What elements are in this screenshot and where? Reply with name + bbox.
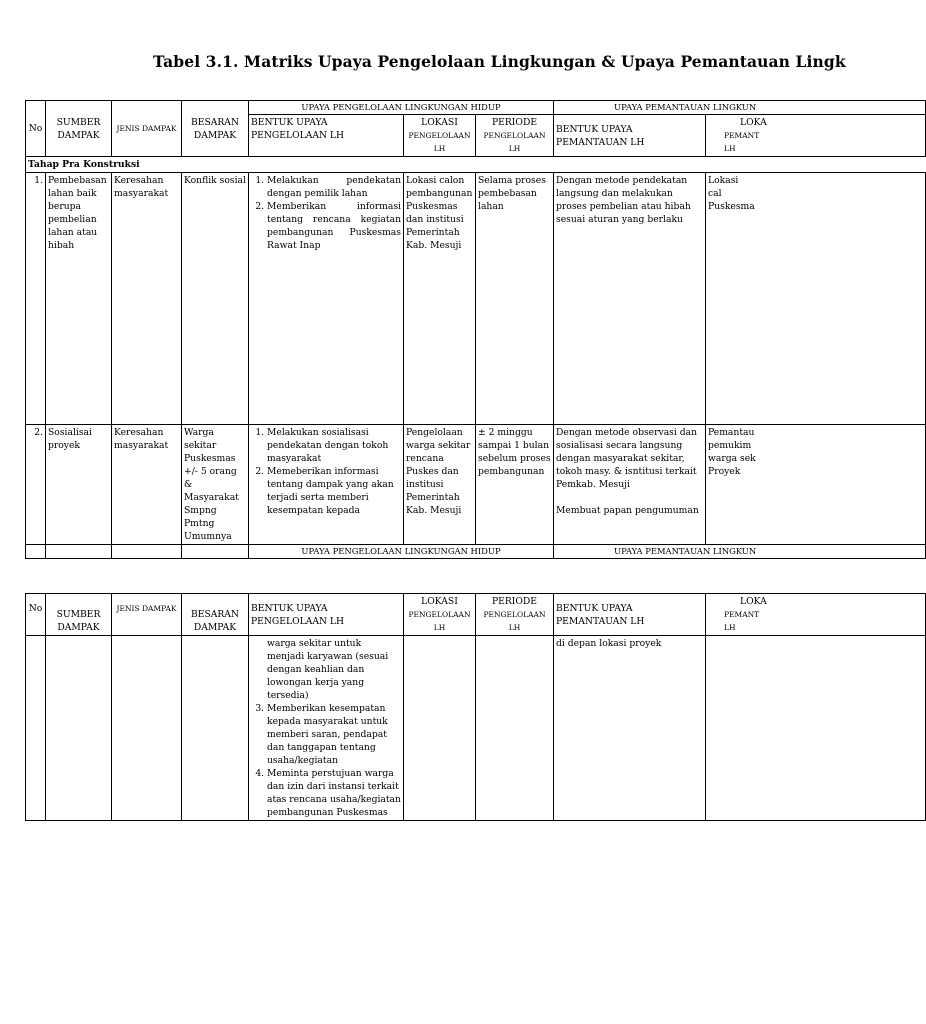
footer-blank (26, 545, 46, 559)
footer-upaya-pemantauan: UPAYA PEMANTAUAN LINGKUN (554, 545, 926, 559)
footer-blank (182, 545, 249, 559)
matrix-table-1 (25, 100, 768, 559)
cell-blank (46, 636, 112, 821)
cell-blank (404, 636, 476, 821)
cell-blank (26, 636, 46, 821)
header-lokasi-sub: PENGELOLAAN LH (408, 131, 471, 153)
matrix-table-2 (25, 593, 768, 821)
list-item: 4. Meminta perstujuan warga dan izin dari instansi terkait atas rencana usaha/kegiatan pembangunan Puskesmas (267, 767, 401, 819)
header-lokasi-pemantauan-sub: PEMANT LH (724, 131, 760, 153)
list-item: 2. Memberikan informasi tentang rencana kegiatan pembangunan Puskesmas Rawat Inap (267, 200, 401, 252)
row-pemantauan-text: Dengan metode observasi dan sosialisasi secara langsung dengan masyarakat sekitar, tokoh masy. & isntitusi terkait Pemkab. Mesuji (556, 427, 698, 490)
row-jenis: Keresahan masyarakat (112, 425, 182, 545)
row-lokasi: Pengelolaan warga sekitar rencana Puskes dan institusi Pemerintah Kab. Mesuji (404, 425, 476, 545)
header-jenis-dampak: JENIS DAMPAK (112, 101, 182, 157)
header-bentuk-pemantauan: BENTUK UPAYA PEMANTAUAN LH (554, 594, 706, 636)
header-bentuk-pemantauan: BENTUK UPAYA PEMANTAUAN LH (554, 115, 706, 157)
header-periode-title: PERIODE (491, 596, 538, 607)
header-periode (476, 115, 554, 157)
table-row (26, 425, 926, 545)
row-bentuk (249, 636, 404, 821)
header-lokasi-sub: PENGELOLAAN LH (408, 610, 471, 632)
row-pemantauan-note: Membuat papan pengumuman (556, 505, 699, 516)
table-row (26, 173, 926, 425)
header-lokasi (404, 115, 476, 157)
row-pemantauan (554, 425, 706, 545)
list-item: 3. Memberikan kesempatan kepada masyarakat untuk memberi saran, pendapat dan tanggapan tentang usaha/kegiatan (267, 702, 401, 767)
cell-blank (476, 636, 554, 821)
row-pemantauan: Dengan metode pendekatan langsung dan melakukan proses pembelian atau hibah sesuai aturan yang berlaku (554, 173, 706, 425)
header-lokasi-pemantauan-sub: PEMANT LH (724, 610, 760, 632)
header-lokasi-title: LOKASI (421, 117, 458, 128)
header-lokasi (404, 594, 476, 636)
list-item: 1. Melakukan pendekatan dengan pemilik lahan (267, 174, 401, 200)
header-sumber-dampak: SUMBER DAMPAK (46, 101, 112, 157)
row-besaran: Warga sekitar Puskesmas +/- 5 orang & Masyarakat Smpng Pmtng Umumnya (182, 425, 249, 545)
header-upaya-pengelolaan: UPAYA PENGELOLAAN LINGKUNGAN HIDUP (249, 101, 554, 115)
header-periode-title: PERIODE (491, 117, 538, 128)
header-bentuk-pengelolaan: BENTUK UPAYA PENGELOLAAN LH (249, 115, 404, 157)
header-besaran-dampak: BESARAN DAMPAK (182, 101, 249, 157)
cell-blank (182, 636, 249, 821)
row-lokasi-pemantauan-text: Pemantau pemukim warga sek Proyek (708, 427, 756, 477)
footer-blank (112, 545, 182, 559)
header-periode-sub: PENGELOLAAN LH (483, 610, 546, 632)
header-lokasi-pemantauan (706, 594, 926, 636)
row-jenis: Keresahan masyarakat (112, 173, 182, 425)
cell-blank (706, 636, 926, 821)
section-label: Tahap Pra Konstruksi (26, 157, 926, 173)
header-lokasi-pemantauan-title: LOKA (740, 596, 767, 607)
header-jenis-dampak: JENIS DAMPAK (112, 594, 182, 636)
row-bentuk (249, 173, 404, 425)
row-besaran: Konflik sosial (182, 173, 249, 425)
row-lokasi: Lokasi calon pembangunan Puskesmas dan institusi Pemerintah Kab. Mesuji (404, 173, 476, 425)
document-title: Tabel 3.1. Matriks Upaya Pengelolaan Lingkungan & Upaya Pemantauan Lingk (153, 52, 846, 71)
cell-blank (112, 636, 182, 821)
header-lokasi-pemantauan-title: LOKA (740, 117, 767, 128)
list-item: 2. Memeberikan informasi tentang dampak yang akan terjadi serta memberi kesempatan kepada (267, 465, 401, 517)
table-row (26, 636, 926, 821)
header-periode-sub: PENGELOLAAN LH (483, 131, 546, 153)
row-periode: ± 2 minggu sampai 1 bulan sebelum proses pembangunan (476, 425, 554, 545)
row-lokasi-pemantauan (706, 173, 926, 425)
header-lokasi-title: LOKASI (421, 596, 458, 607)
row-sumber: Pembebasan lahan baik berupa pembelian lahan atau hibah (46, 173, 112, 425)
footer-blank (46, 545, 112, 559)
header-upaya-pemantauan: UPAYA PEMANTAUAN LINGKUN (554, 101, 926, 115)
row-no: 1. (26, 173, 46, 425)
row-pemantauan: di depan lokasi proyek (554, 636, 706, 821)
header-sumber-dampak: SUMBER DAMPAK (46, 594, 112, 636)
row-sumber: Sosialisai proyek (46, 425, 112, 545)
row-bentuk (249, 425, 404, 545)
header-no: No (26, 594, 46, 636)
list-item: 1. Melakukan sosialisasi pendekatan dengan tokoh masyarakat (267, 426, 401, 465)
row-lokasi-pemantauan (706, 425, 926, 545)
header-lokasi-pemantauan (706, 115, 926, 157)
header-besaran-dampak: BESARAN DAMPAK (182, 594, 249, 636)
row-periode: Selama proses pembebasan lahan (476, 173, 554, 425)
footer-upaya-pengelolaan: UPAYA PENGELOLAAN LINGKUNGAN HIDUP (249, 545, 554, 559)
header-bentuk-pengelolaan: BENTUK UPAYA PENGELOLAAN LH (249, 594, 404, 636)
row-bentuk-intro: warga sekitar untuk menjadi karyawan (sesuai dengan keahlian dan lowongan kerja yang tersedia) (267, 638, 389, 701)
header-no: No (26, 101, 46, 157)
row-lokasi-pemantauan-text: Lokasi cal Puskesma (708, 175, 755, 212)
row-no: 2. (26, 425, 46, 545)
header-periode (476, 594, 554, 636)
